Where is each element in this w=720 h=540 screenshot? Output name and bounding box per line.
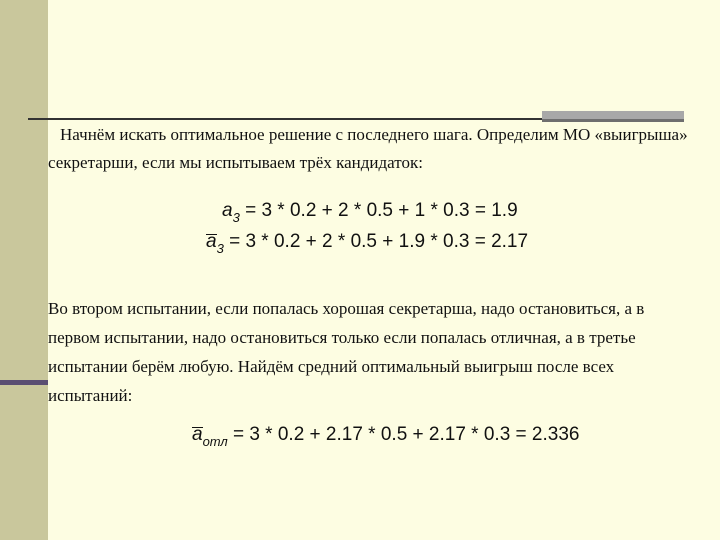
formula-optimal-payoff: [192, 424, 579, 449]
formula-expression: = 3 * 0.2 + 2 * 0.5 + 1.9 * 0.3 = 2.17: [223, 231, 529, 252]
left-bar-accent-line: [0, 380, 48, 385]
formula-subscript: отл: [202, 434, 228, 449]
formula-subscript: 3: [232, 210, 240, 225]
left-decorative-bar: [0, 0, 48, 540]
title-divider-line: [28, 118, 542, 120]
formula-subscript: 3: [216, 241, 224, 256]
formula-expression: = 3 * 0.2 + 2 * 0.5 + 1 * 0.3 = 1.9: [239, 200, 518, 221]
formula-a3-first: [222, 200, 518, 225]
formula-variable: a: [206, 231, 217, 252]
top-right-decorative-block: [542, 111, 684, 119]
intro-paragraph: Начнём искать оптимальное решение с последнего шага. Определим МО «выигрыша» секретарши, если мы испытываем трёх кандидаток:: [48, 125, 688, 172]
formula-expression: = 3 * 0.2 + 2.17 * 0.5 + 2.17 * 0.3 = 2.336: [227, 424, 580, 445]
explanation-paragraph: Во втором испытании, если попалась хорошая секретарша, надо остановиться, а в первом испытании, надо остановиться только если попалась отличная, а в третье испытании берём любую. Найдём средний оптимальный выигрыш после всех испытаний:: [48, 299, 645, 405]
formula-a3-second: [206, 231, 528, 256]
formula-variable: a: [222, 200, 233, 221]
formula-variable: a: [192, 424, 203, 445]
